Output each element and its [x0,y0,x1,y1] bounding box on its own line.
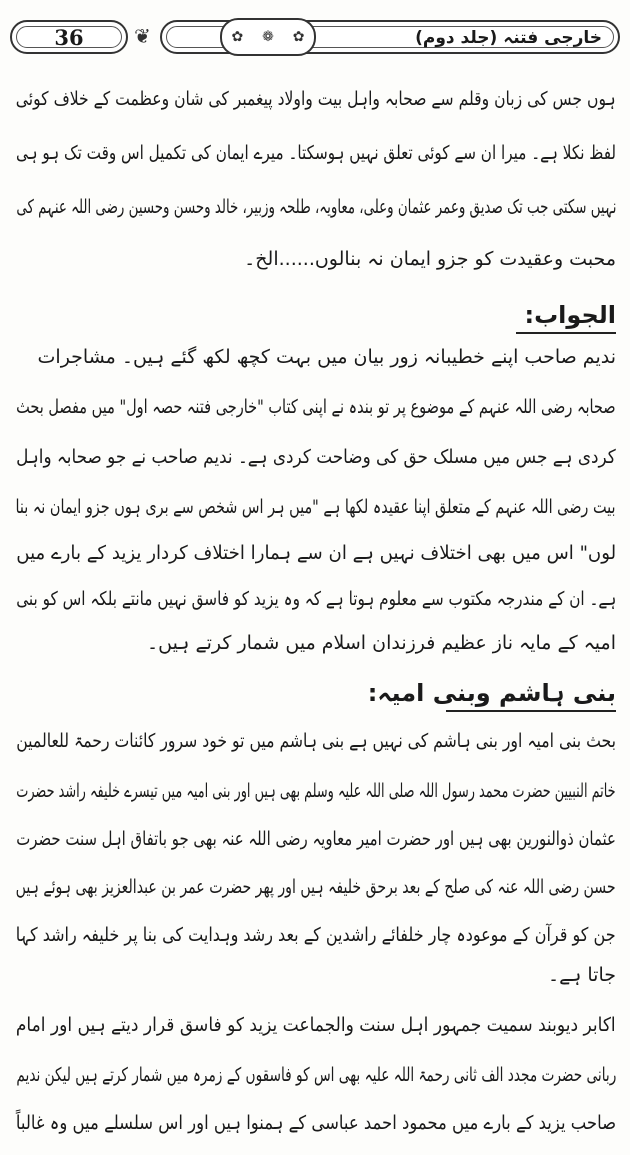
text-line: ہوں جس کی زبان وقلم سے صحابہ واہل بیت واولاد پیغمبر کی شان وعظمت کے خلاف کوئی [16,88,616,110]
text-line: عثمان ذوالنورین بھی ہیں اور حضرت امیر معاویہ رضی اللہ عنہ بھی جو باتفاق اہل سنت حضرت [16,828,616,850]
page-header [10,14,622,68]
text-line: لوں" اس میں بھی اختلاف نہیں ہے ان سے ہمارا اختلاف کردار یزید کے بارے میں [16,542,616,564]
medallion-ornament-icon: ✿ ❁ ✿ [220,18,316,56]
text-line: اکابر دیوبند سمیت جمہور اہل سنت والجماعت یزید کو فاسق قرار دیتے ہیں اور امام [16,1014,616,1036]
text-line: ہے۔ ان کے مندرجہ مکتوب سے معلوم ہوتا ہے کہ وہ یزید کو فاسق نہیں مانتے بلکہ اس کو بنی [15,588,616,610]
text-line: جن کو قرآن کے موعودہ چار خلفائے راشدین کے بعد رشد وہدایت کی بنا پر خلیفہ راشد کہا [16,924,616,946]
flourish-ornament-icon: ❦ [134,24,151,48]
text-line: جاتا ہے۔ [547,964,616,986]
text-line: حسن رضی اللہ عنہ کی صلح کے بعد برحق خلیفہ ہیں اور پھر حضرت عمر بن عبدالعزیز بھی ہوئے ہیں [16,876,616,898]
text-line: خاتم النبیین حضرت محمد رسول اللہ صلی اللہ علیہ وسلم بھی ہیں اور بنی امیہ میں تیسرے خلیفہ راشد حضرت [16,780,616,802]
text-line: ربانی حضرت مجدد الف ثانی رحمۃ اللہ علیہ بھی اس کو فاسقوں کے زمرہ میں شمار کرتے ہیں لیکن ندیم [16,1064,616,1086]
text-line: لفظ نکلا ہے۔ میرا ان سے کوئی تعلق نہیں ہوسکتا۔ میرے ایمان کی تکمیل اس وقت تک ہو ہی [15,142,616,164]
page-number: 36 [54,24,84,50]
section-heading-answer: الجواب: [524,301,616,329]
heading-underline [516,332,616,334]
text-line: محبت وعقیدت کو جزو ایمان نہ بنالوں......الخ۔ [244,248,616,270]
text-line: کردی ہے جس میں مسلک حق کی وضاحت کردی ہے۔ ندیم صاحب نے جو صحابہ واہل [16,446,616,468]
text-line: بیت رضی اللہ عنہم کے متعلق اپنا عقیدہ لکھا ہے "میں ہر اس شخص سے بری ہوں جزو ایمان نہ بنا [15,496,616,518]
section-heading-bani-hashim: بنی ہاشم وبنی امیہ: [367,679,616,707]
text-line: امیہ کے مایہ ناز عظیم فرزندان اسلام میں شمار کرتے ہیں۔ [146,632,616,654]
heading-underline [446,710,616,712]
text-line: بحث بنی امیہ اور بنی ہاشم کی نہیں ہے بنی ہاشم میں تو خود سرور کائنات رحمۃ للعالمین [16,730,616,752]
text-line: ندیم صاحب اپنے خطیبانہ زور بیان میں بہت کچھ لکھ گئے ہیں۔ مشاجرات [37,346,616,368]
book-title: خارجی فتنہ (جلد دوم) [415,27,602,48]
text-line: صاحب یزید کے بارے میں محمود احمد عباسی کے ہمنوا ہیں اور اس سلسلے میں وہ غالباً [15,1112,616,1134]
text-line: صحابہ رضی اللہ عنہم کے موضوع پر تو بندہ نے اپنی کتاب "خارجی فتنہ حصہ اول" میں مفصل بحث [16,396,616,418]
text-line: نہیں سکتی جب تک صدیق وعمر عثمان وعلی، معاویہ، طلحہ وزبیر، خالد وحسن وحسین رضی اللہ عنہم کی [15,196,616,218]
